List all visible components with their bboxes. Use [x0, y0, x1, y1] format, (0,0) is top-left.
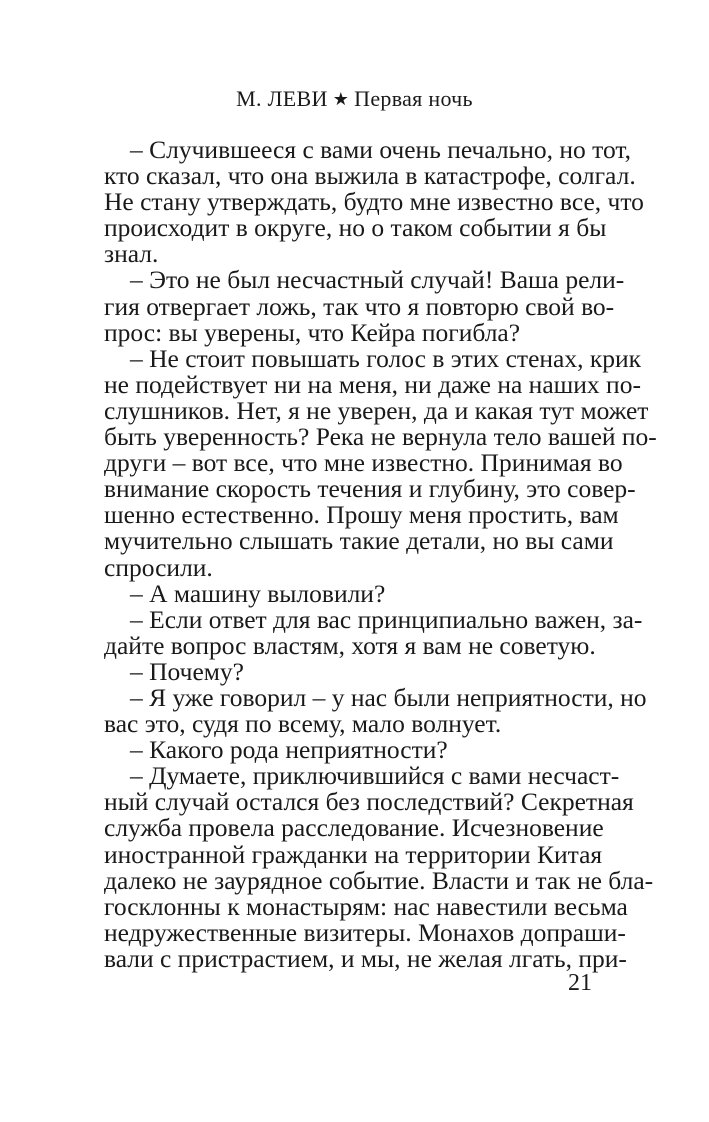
- text-line: вас это, судя по всему, мало волнует.: [104, 709, 502, 739]
- running-head-title: Первая ночь: [354, 86, 473, 111]
- text-line: – Какого рода неприятности?: [130, 735, 448, 765]
- text-line: гия отвергает ложь, так что я повторю свой во-: [104, 291, 615, 321]
- text-line: мучительно слышать такие детали, но вы сами: [104, 526, 614, 556]
- text-line: служба провела расследование. Исчезновение: [104, 813, 604, 843]
- text-line: дайте вопрос властям, хотя я вам не советую.: [104, 630, 596, 660]
- text-line: спросили.: [104, 552, 213, 582]
- text-line: ный случай остался без последствий? Секретная: [104, 787, 634, 817]
- text-line: происходит в округе, но о таком событии я бы: [104, 213, 607, 243]
- text-line: иностранной гражданки на территории Китая: [104, 839, 603, 869]
- text-line: други – вот все, что мне известно. Принимая во: [104, 448, 623, 478]
- text-line: Не стану утверждать, будто мне известно все, что: [104, 187, 644, 217]
- text-line: вали с пристрастием, и мы, не желая лгать, при-: [104, 943, 627, 973]
- text-line: далеко не заурядное событие. Власти и так не бла-: [104, 865, 654, 895]
- body-text: [104, 135, 657, 973]
- text-line: госклонны к монастырям: нас навестили весьма: [104, 891, 628, 921]
- text-line: прос: вы уверены, что Кейра погибла?: [104, 317, 521, 347]
- text-line: слушников. Нет, я не уверен, да и какая тут может: [104, 395, 649, 425]
- page-number: 21: [568, 970, 592, 996]
- text-line: кто сказал, что она выжила в катастрофе, солгал.: [104, 161, 636, 191]
- text-line: – Если ответ для вас принципиально важен, за-: [130, 604, 643, 634]
- text-line: недружественные визитеры. Монахов допраши-: [104, 917, 626, 947]
- text-line: – Случившееся с вами очень печально, но тот,: [130, 135, 631, 164]
- text-line: внимание скорость течения и глубину, это совер-: [104, 474, 636, 504]
- running-head: [0, 86, 709, 112]
- star-icon: ★: [332, 89, 350, 109]
- text-line: – Не стоит повышать голос в этих стенах, крик: [130, 343, 642, 373]
- text-line: шенно естественно. Прошу меня простить, вам: [104, 500, 619, 530]
- text-line: знал.: [104, 239, 159, 269]
- text-line: быть уверенность? Река не вернула тело вашей по-: [104, 422, 657, 452]
- text-line: – Я уже говорил – у нас были неприятности, но: [130, 682, 647, 712]
- text-line: – Думаете, приключившийся с вами несчаст-: [130, 761, 620, 791]
- text-line: – А машину выловили?: [130, 578, 386, 608]
- text-line: – Почему?: [130, 656, 244, 686]
- text-line: не подействует ни на меня, ни даже на наших по-: [104, 369, 641, 399]
- text-line: – Это не был несчастный случай! Ваша рели-: [130, 265, 625, 295]
- running-head-author: М. ЛЕВИ: [236, 86, 328, 111]
